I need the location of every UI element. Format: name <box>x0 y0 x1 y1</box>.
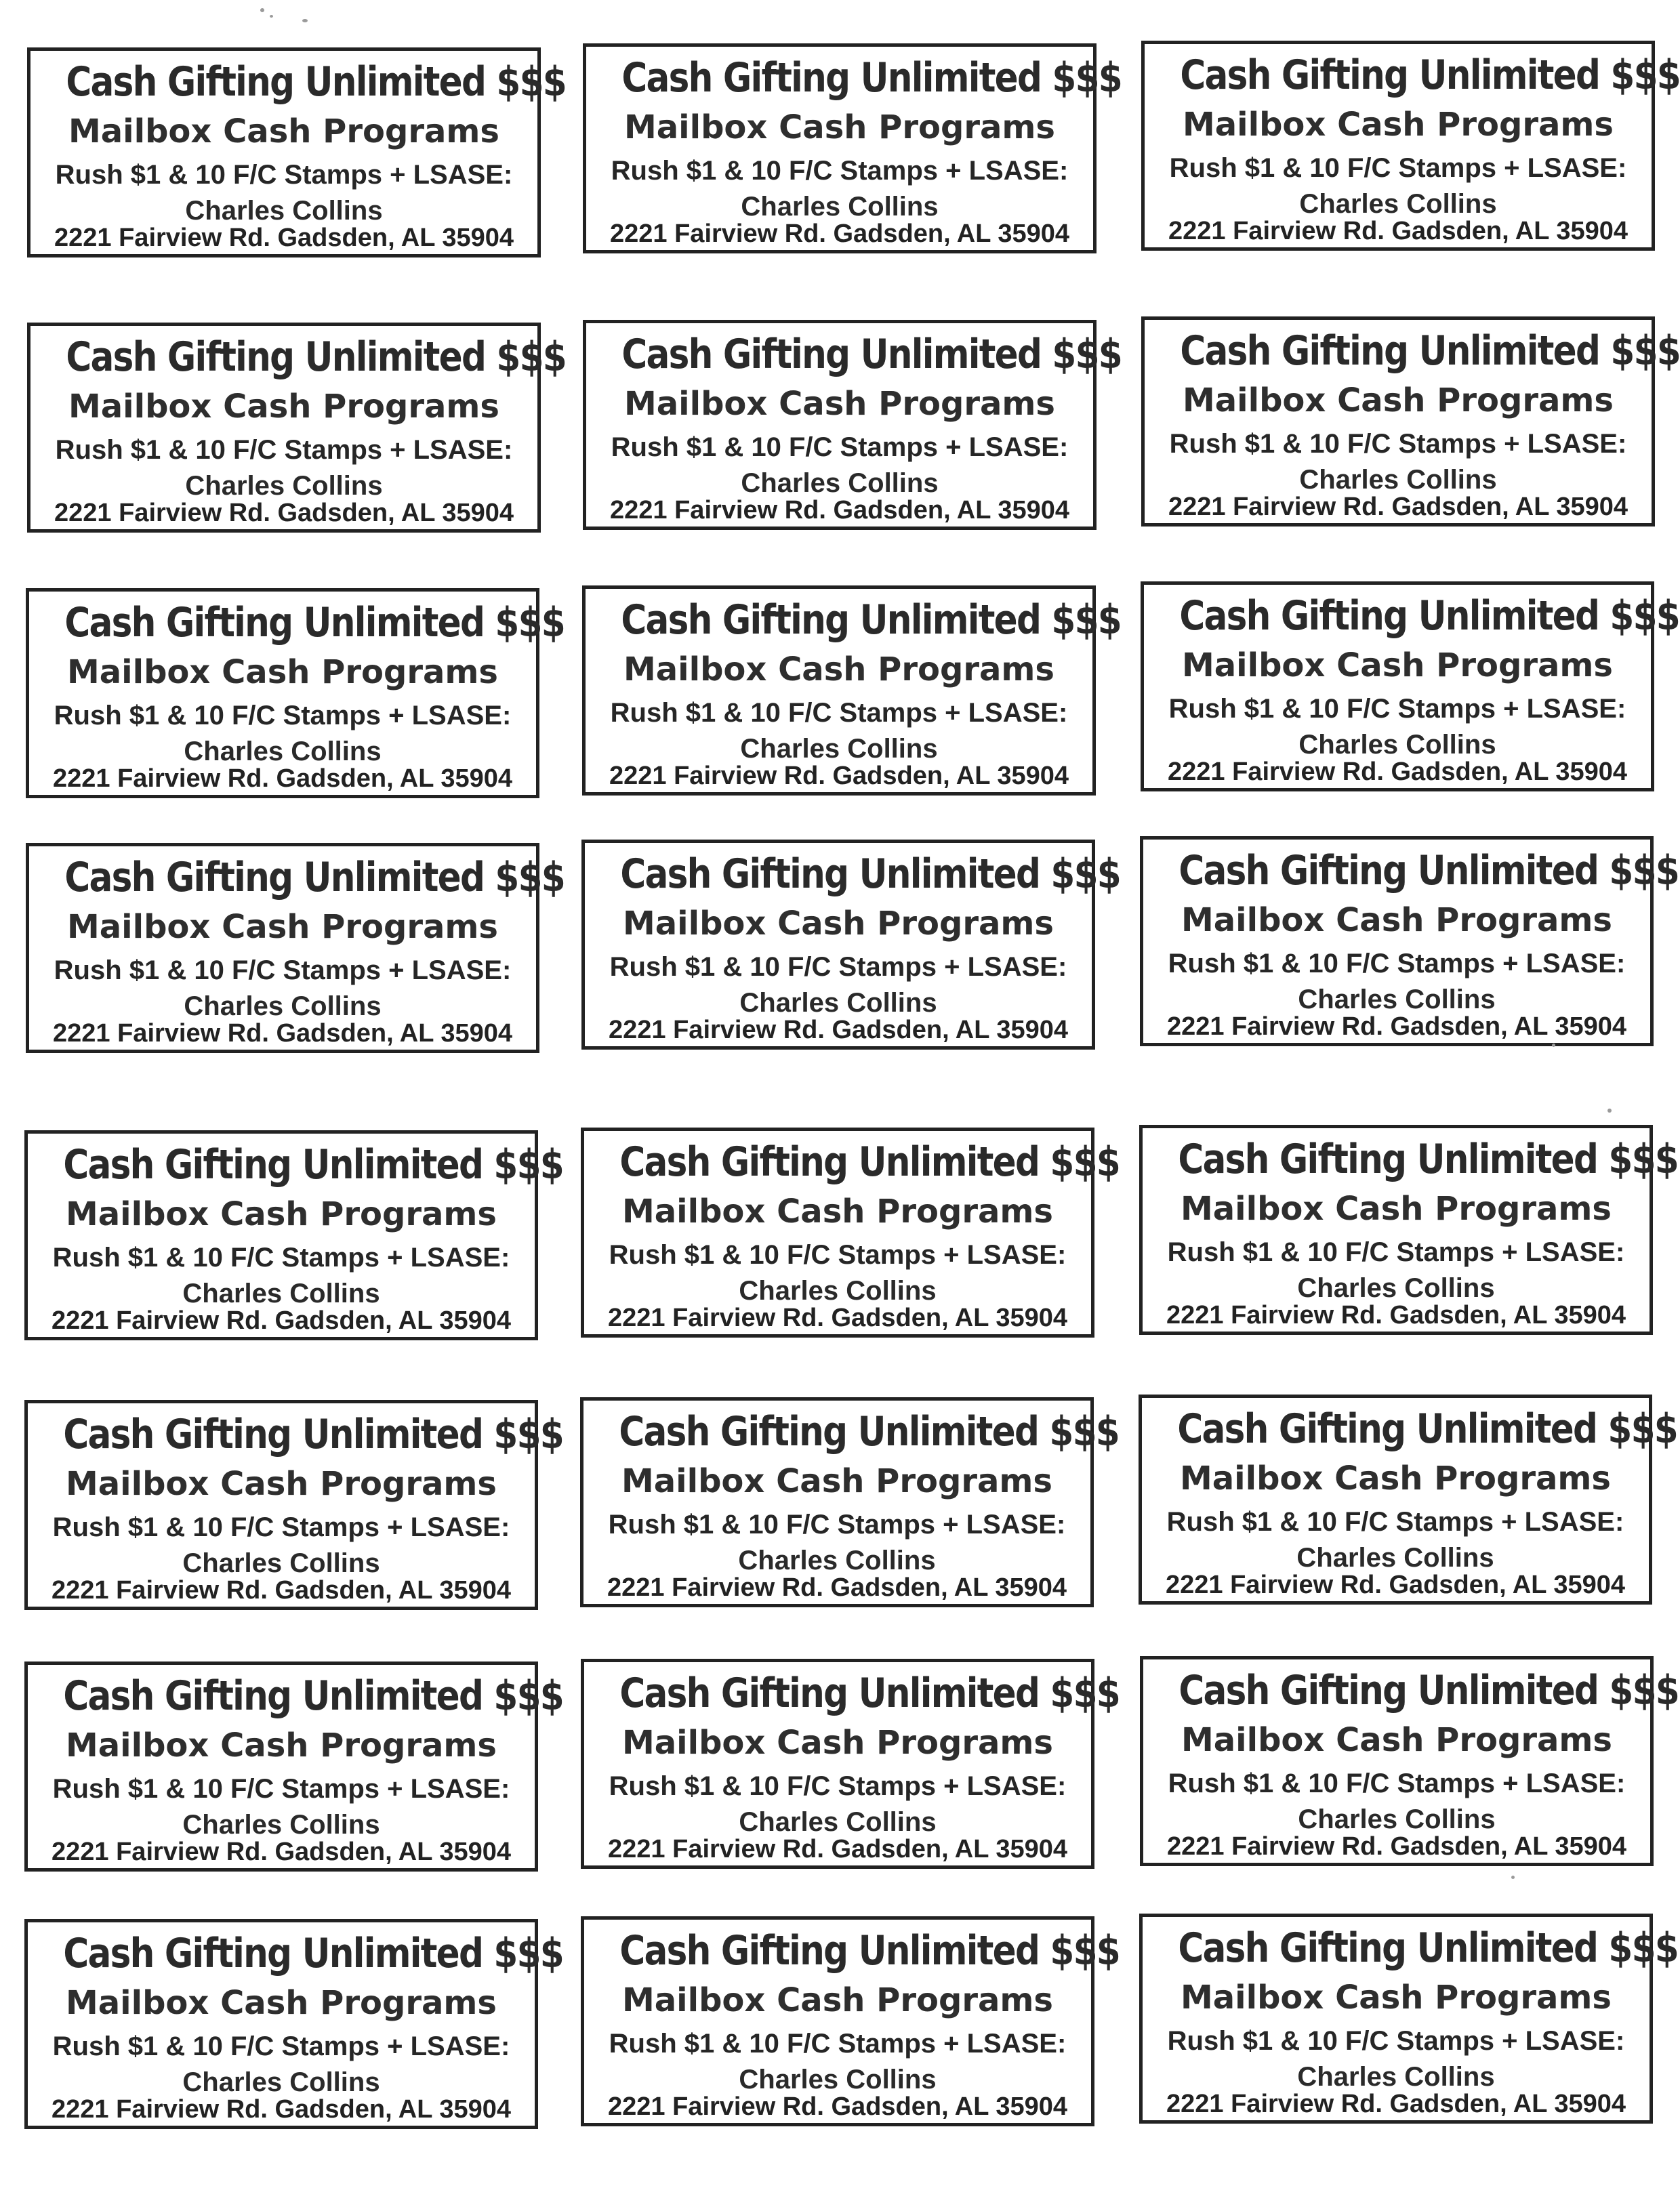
label-address: 2221 Fairview Rd. Gadsden, AL 35904 <box>608 2092 1067 2121</box>
label-title: Cash Gifting Unlimited $$$ <box>63 1930 563 1977</box>
label-subtitle: Mailbox Cash Programs <box>621 1462 1052 1500</box>
label-subtitle: Mailbox Cash Programs <box>67 653 498 691</box>
label-title: Cash Gifting Unlimited $$$ <box>619 1408 1119 1456</box>
label-subtitle: Mailbox Cash Programs <box>67 908 498 946</box>
label-subtitle: Mailbox Cash Programs <box>624 385 1055 423</box>
label-title: Cash Gifting Unlimited $$$ <box>1180 51 1680 99</box>
label-address: 2221 Fairview Rd. Gadsden, AL 35904 <box>1166 2090 1626 2118</box>
label-instructions: Rush $1 & 10 F/C Stamps + LSASE: <box>1167 1237 1625 1267</box>
label-address: 2221 Fairview Rd. Gadsden, AL 35904 <box>52 1306 511 1335</box>
label-instructions: Rush $1 & 10 F/C Stamps + LSASE: <box>1169 429 1627 459</box>
label-title: Cash Gifting Unlimited $$$ <box>66 58 566 106</box>
label-subtitle: Mailbox Cash Programs <box>66 1465 497 1503</box>
label-title: Cash Gifting Unlimited $$$ <box>63 1411 563 1458</box>
label-address: 2221 Fairview Rd. Gadsden, AL 35904 <box>610 496 1069 524</box>
label-address: 2221 Fairview Rd. Gadsden, AL 35904 <box>1166 1571 1625 1599</box>
label-name: Charles Collins <box>182 2067 380 2097</box>
label-name: Charles Collins <box>739 988 937 1018</box>
label-title: Cash Gifting Unlimited $$$ <box>619 1927 1120 1975</box>
label-title: Cash Gifting Unlimited $$$ <box>64 599 565 646</box>
label-instructions: Rush $1 & 10 F/C Stamps + LSASE: <box>52 1512 510 1542</box>
mailing-label <box>26 843 565 1053</box>
label-instructions: Rush $1 & 10 F/C Stamps + LSASE: <box>609 2029 1067 2059</box>
label-address: 2221 Fairview Rd. Gadsden, AL 35904 <box>608 1835 1067 1863</box>
mailing-label <box>581 1659 1120 1869</box>
label-address: 2221 Fairview Rd. Gadsden, AL 35904 <box>1167 1012 1626 1041</box>
label-name: Charles Collins <box>738 1546 936 1575</box>
label-name: Charles Collins <box>1298 730 1496 760</box>
label-subtitle: Mailbox Cash Programs <box>1181 1721 1612 1759</box>
mailing-label <box>1139 1395 1677 1605</box>
label-subtitle: Mailbox Cash Programs <box>68 388 499 426</box>
label-address: 2221 Fairview Rd. Gadsden, AL 35904 <box>52 1576 511 1605</box>
label-address: 2221 Fairview Rd. Gadsden, AL 35904 <box>1168 758 1627 786</box>
label-name: Charles Collins <box>185 196 383 226</box>
label-name: Charles Collins <box>1299 189 1497 219</box>
label-instructions: Rush $1 & 10 F/C Stamps + LSASE: <box>611 432 1069 462</box>
label-subtitle: Mailbox Cash Programs <box>624 108 1055 146</box>
label-title: Cash Gifting Unlimited $$$ <box>1178 1924 1678 1972</box>
mailing-label <box>27 323 566 533</box>
mailing-label <box>581 840 1120 1050</box>
scan-speck <box>260 8 264 12</box>
label-subtitle: Mailbox Cash Programs <box>622 1981 1053 2019</box>
label-title: Cash Gifting Unlimited $$$ <box>621 54 1122 102</box>
label-name: Charles Collins <box>740 734 938 764</box>
mailing-label <box>24 1919 563 2129</box>
label-address: 2221 Fairview Rd. Gadsden, AL 35904 <box>53 1019 512 1048</box>
mailing-label <box>581 1916 1120 2126</box>
label-name: Charles Collins <box>1296 1543 1494 1573</box>
label-instructions: Rush $1 & 10 F/C Stamps + LSASE: <box>1168 694 1626 724</box>
label-subtitle: Mailbox Cash Programs <box>66 1727 497 1764</box>
label-address: 2221 Fairview Rd. Gadsden, AL 35904 <box>1168 217 1628 245</box>
label-address: 2221 Fairview Rd. Gadsden, AL 35904 <box>54 499 514 527</box>
mailing-label <box>24 1400 563 1610</box>
label-address: 2221 Fairview Rd. Gadsden, AL 35904 <box>607 1573 1067 1602</box>
mailing-label <box>583 320 1122 530</box>
label-title: Cash Gifting Unlimited $$$ <box>1179 592 1679 640</box>
mailing-label <box>1140 836 1679 1046</box>
label-name: Charles Collins <box>741 192 939 222</box>
label-address: 2221 Fairview Rd. Gadsden, AL 35904 <box>54 224 514 252</box>
label-instructions: Rush $1 & 10 F/C Stamps + LSASE: <box>609 1771 1067 1801</box>
label-title: Cash Gifting Unlimited $$$ <box>66 333 566 381</box>
mailing-label <box>580 1397 1119 1607</box>
label-subtitle: Mailbox Cash Programs <box>1183 106 1614 144</box>
label-instructions: Rush $1 & 10 F/C Stamps + LSASE: <box>608 1510 1066 1540</box>
label-name: Charles Collins <box>185 471 383 501</box>
label-title: Cash Gifting Unlimited $$$ <box>1177 1405 1677 1453</box>
scan-speck <box>270 15 273 18</box>
label-subtitle: Mailbox Cash Programs <box>1182 646 1613 684</box>
label-title: Cash Gifting Unlimited $$$ <box>63 1141 563 1189</box>
label-instructions: Rush $1 & 10 F/C Stamps + LSASE: <box>52 1774 510 1804</box>
label-subtitle: Mailbox Cash Programs <box>622 1193 1053 1231</box>
label-address: 2221 Fairview Rd. Gadsden, AL 35904 <box>1168 493 1628 521</box>
mailing-label <box>27 47 566 257</box>
label-subtitle: Mailbox Cash Programs <box>1180 1460 1611 1498</box>
scan-speck <box>1511 1876 1515 1879</box>
label-address: 2221 Fairview Rd. Gadsden, AL 35904 <box>52 1838 511 1866</box>
label-name: Charles Collins <box>1298 985 1496 1014</box>
label-address: 2221 Fairview Rd. Gadsden, AL 35904 <box>609 1016 1068 1044</box>
label-subtitle: Mailbox Cash Programs <box>1181 1979 1612 2017</box>
label-title: Cash Gifting Unlimited $$$ <box>63 1672 563 1720</box>
mailing-label <box>1141 41 1680 251</box>
label-name: Charles Collins <box>1298 1804 1496 1834</box>
label-address: 2221 Fairview Rd. Gadsden, AL 35904 <box>1167 1832 1626 1861</box>
mailing-label <box>24 1130 563 1340</box>
mailing-label <box>1139 1914 1678 2124</box>
label-name: Charles Collins <box>741 468 939 498</box>
label-address: 2221 Fairview Rd. Gadsden, AL 35904 <box>52 2095 511 2124</box>
label-instructions: Rush $1 & 10 F/C Stamps + LSASE: <box>611 156 1069 186</box>
label-subtitle: Mailbox Cash Programs <box>623 651 1054 688</box>
label-name: Charles Collins <box>182 1279 380 1308</box>
label-title: Cash Gifting Unlimited $$$ <box>621 331 1122 378</box>
label-name: Charles Collins <box>1297 2062 1495 2092</box>
label-name: Charles Collins <box>1297 1273 1495 1303</box>
label-title: Cash Gifting Unlimited $$$ <box>619 1138 1120 1186</box>
label-subtitle: Mailbox Cash Programs <box>66 1195 497 1233</box>
scan-speck <box>302 19 308 22</box>
label-instructions: Rush $1 & 10 F/C Stamps + LSASE: <box>1166 1507 1624 1537</box>
label-instructions: Rush $1 & 10 F/C Stamps + LSASE: <box>54 701 512 730</box>
label-subtitle: Mailbox Cash Programs <box>66 1984 497 2022</box>
label-subtitle: Mailbox Cash Programs <box>622 1724 1053 1762</box>
label-subtitle: Mailbox Cash Programs <box>68 112 499 150</box>
mailing-label <box>582 585 1121 796</box>
mailing-label <box>581 1128 1120 1338</box>
label-title: Cash Gifting Unlimited $$$ <box>1179 847 1679 894</box>
mailing-label <box>24 1661 563 1872</box>
label-name: Charles Collins <box>182 1548 380 1578</box>
label-title: Cash Gifting Unlimited $$$ <box>1180 327 1680 375</box>
label-title: Cash Gifting Unlimited $$$ <box>1179 1667 1679 1714</box>
label-subtitle: Mailbox Cash Programs <box>1181 1190 1612 1228</box>
label-address: 2221 Fairview Rd. Gadsden, AL 35904 <box>610 220 1069 248</box>
label-instructions: Rush $1 & 10 F/C Stamps + LSASE: <box>55 435 513 465</box>
label-name: Charles Collins <box>184 737 382 766</box>
label-instructions: Rush $1 & 10 F/C Stamps + LSASE: <box>610 698 1068 728</box>
label-name: Charles Collins <box>739 1276 937 1306</box>
scan-speck <box>1552 1044 1555 1047</box>
label-address: 2221 Fairview Rd. Gadsden, AL 35904 <box>53 764 512 793</box>
label-address: 2221 Fairview Rd. Gadsden, AL 35904 <box>1166 1301 1626 1329</box>
mailing-label <box>1141 581 1679 791</box>
label-address: 2221 Fairview Rd. Gadsden, AL 35904 <box>608 1304 1067 1332</box>
label-instructions: Rush $1 & 10 F/C Stamps + LSASE: <box>55 160 513 190</box>
label-title: Cash Gifting Unlimited $$$ <box>619 1670 1120 1717</box>
label-name: Charles Collins <box>182 1810 380 1840</box>
label-instructions: Rush $1 & 10 F/C Stamps + LSASE: <box>52 2031 510 2061</box>
label-instructions: Rush $1 & 10 F/C Stamps + LSASE: <box>1168 1769 1626 1798</box>
label-title: Cash Gifting Unlimited $$$ <box>1178 1136 1678 1183</box>
label-instructions: Rush $1 & 10 F/C Stamps + LSASE: <box>1169 153 1627 183</box>
label-name: Charles Collins <box>184 991 382 1021</box>
label-subtitle: Mailbox Cash Programs <box>1181 901 1612 939</box>
label-subtitle: Mailbox Cash Programs <box>623 905 1054 943</box>
label-name: Charles Collins <box>739 1807 937 1837</box>
label-name: Charles Collins <box>739 2065 937 2094</box>
mailing-label <box>1141 316 1680 527</box>
label-title: Cash Gifting Unlimited $$$ <box>620 850 1120 898</box>
mailing-label <box>1140 1656 1679 1866</box>
label-instructions: Rush $1 & 10 F/C Stamps + LSASE: <box>609 1240 1067 1270</box>
label-address: 2221 Fairview Rd. Gadsden, AL 35904 <box>609 762 1069 790</box>
label-title: Cash Gifting Unlimited $$$ <box>64 854 565 901</box>
scan-speck <box>1607 1109 1612 1113</box>
label-title: Cash Gifting Unlimited $$$ <box>621 596 1121 644</box>
label-instructions: Rush $1 & 10 F/C Stamps + LSASE: <box>1167 2026 1625 2056</box>
label-name: Charles Collins <box>1299 465 1497 495</box>
mailing-label <box>1139 1125 1678 1335</box>
label-instructions: Rush $1 & 10 F/C Stamps + LSASE: <box>52 1243 510 1273</box>
mailing-label <box>26 588 565 798</box>
mailing-label <box>583 43 1122 253</box>
label-subtitle: Mailbox Cash Programs <box>1183 381 1614 419</box>
label-instructions: Rush $1 & 10 F/C Stamps + LSASE: <box>1168 949 1626 978</box>
label-instructions: Rush $1 & 10 F/C Stamps + LSASE: <box>54 955 512 985</box>
label-instructions: Rush $1 & 10 F/C Stamps + LSASE: <box>609 952 1067 982</box>
